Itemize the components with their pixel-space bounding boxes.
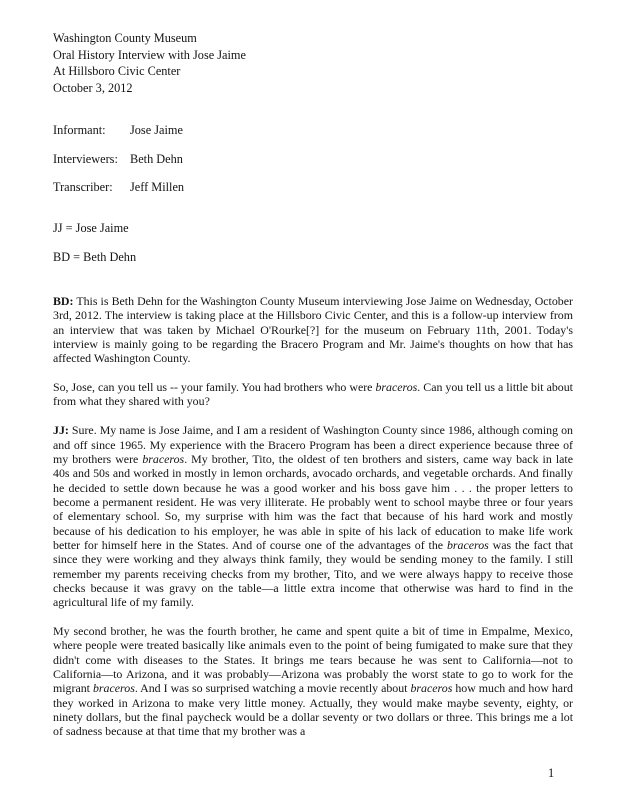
- speaker-label: BD:: [53, 294, 74, 308]
- speaker-label: JJ:: [53, 423, 69, 438]
- museum-name: Washington County Museum: [53, 31, 197, 45]
- key-bd: BD = Beth Dehn: [53, 250, 137, 264]
- paragraph-text: . My brother, Tito, the oldest of ten brothers and sisters, came way back in late 40s and 50s and worked in mostly in lemon orchards, avocado orchards, and vegetable orchards. And finally he decided to settle down because he was a good worker and his boss gave him . . . the proper letters to become a permanent resident. He was very illiterate. He probably went to school maybe three or four years of elementary school. So, my surprise with him was the fact that because of his hard work and mostly because of his dedication to his employer, he was able in spite of his lack of education to make life work better for himself here in the States. And of course one of the advantages of the: [53, 451, 573, 552]
- paragraph-text: This is Beth Dehn for the Washington County Museum interviewing Jose Jaime on Wednesday, October 3rd, 2012. The interview is taking place at the Hillsboro Civic Center, and this is a follow-up interview from an interview that was taken by Michael O'Rourke[?] for the museum on February 11th, 2001. Today's interview is mainly going to be regarding the Bracero Program and Mr. Jaime's thoughts on how that has affected Washington County.: [53, 294, 573, 366]
- informant-value: Jose Jaime: [130, 123, 183, 137]
- page-number: 1: [548, 766, 555, 780]
- italic-term: braceros: [446, 537, 489, 552]
- key-jj: JJ = Jose Jaime: [53, 221, 129, 235]
- italic-term: braceros: [375, 380, 418, 395]
- italic-term: braceros: [92, 681, 135, 696]
- paragraph-text: My second brother, he was the fourth brother, he came and spent quite a bit of time in Empalme, Mexico, where people were treated basically like animals even to the point of being fumigated to make sure that they didn't come with diseases to the States. It brings me tears because he was sent to California—not to California—to Arizona, and it was probably—Arizona was probably the worst state to go to work for the migrant: [53, 624, 573, 696]
- paragraph-text: how much and how hard they worked in Arizona to make very little money. Actually, they would make maybe seventy, eighty, or ninety dollars, but the final paycheck would be a dollar seventy or two dollars or three. This brings me a lot of sadness because at that time that my brother was a: [53, 681, 573, 739]
- interviewers-value: Beth Dehn: [130, 152, 183, 166]
- paragraph: [53, 380, 573, 409]
- italic-term: braceros: [410, 681, 453, 696]
- informant-row: [53, 123, 183, 138]
- italic-term: braceros: [142, 451, 185, 466]
- transcript-body: [53, 294, 573, 753]
- informant-label: Informant:: [53, 123, 106, 137]
- transcriber-value: Jeff Millen: [130, 180, 185, 194]
- interview-title: Oral History Interview with Jose Jaime: [53, 47, 246, 62]
- interviewers-row: [53, 152, 183, 167]
- transcriber-label: Transcriber:: [53, 180, 113, 194]
- paragraph: [53, 294, 573, 366]
- paragraph-text: So, Jose, can you tell us -- your family. You had brothers who were: [53, 380, 376, 395]
- interview-date: October 3, 2012: [53, 80, 133, 95]
- interviewers-label: Interviewers:: [53, 152, 118, 166]
- paragraph: [53, 624, 573, 739]
- document-header: [53, 30, 246, 96]
- paragraph: [53, 423, 573, 609]
- paragraph-text: . Can you tell us a little bit about from what they shared with you?: [53, 380, 573, 409]
- interview-location: At Hillsboro Civic Center: [53, 64, 181, 79]
- transcriber-row: [53, 180, 184, 195]
- paragraph-text: Sure. My name is Jose Jaime, and I am a resident of Washington County since 1986, although coming on and off since 1965. My experience with the Bracero Program has been a direct experience because three of my brothers were: [53, 423, 573, 466]
- paragraph-text: was the fact that since they were working and they always think family, they would be sending money to the family. I still remember my parents receiving checks from my brother, Tito, and we were always happy to receive those checks because it was gravy on the table—a little extra income that otherwise was hard to find in the agricultural life of my family.: [53, 537, 573, 610]
- paragraph-text: . And I was so surprised watching a movie recently about: [134, 681, 411, 696]
